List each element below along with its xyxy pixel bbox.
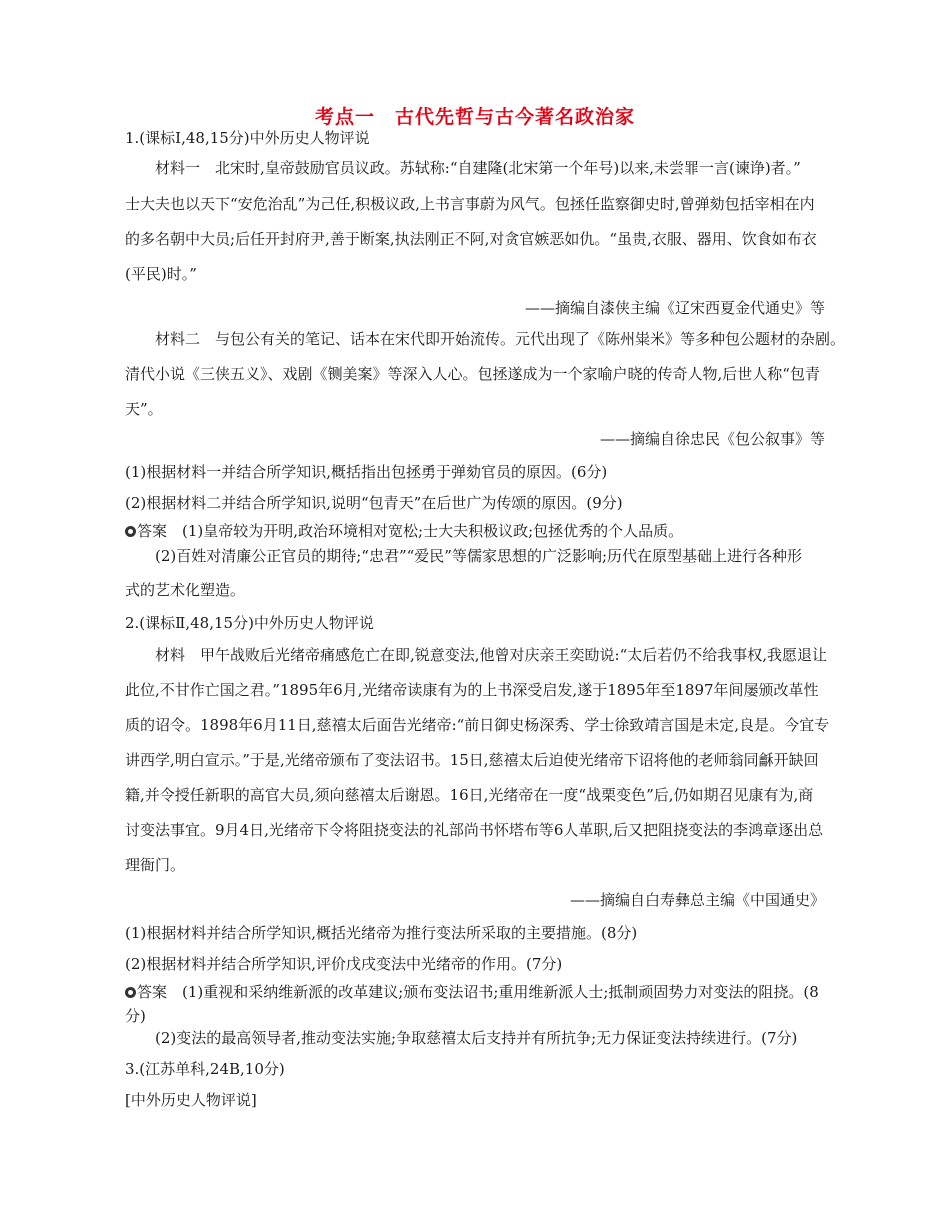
- q1-material2-line: 清代小说《三侠五义》、戏剧《铡美案》等深入人心。包拯遂成为一个家喻户晓的传奇人物,后世人称“包青: [125, 365, 820, 383]
- q2-answer-1-cont: 分): [125, 1007, 146, 1025]
- q2-material-line: 籍,并令授任新职的高官大员,须向慈禧太后谢恩。16日,光绪帝在一度“战栗变色”后,仍如期召见康有为,商: [125, 786, 814, 804]
- q2-question-2: (2)根据材料并结合所学知识,评价戊戌变法中光绪帝的作用。(7分): [125, 955, 563, 973]
- q1-answer-1-text: (1)皇帝较为开明,政治环境相对宽松;士大夫积极议政;包拯优秀的个人品质。: [167, 522, 684, 540]
- q2-material-line: 材料 甲午战败后光绪帝痛感危亡在即,锐意变法,他曾对庆亲王奕劻说:“太后若仍不给我事权,我愿退让: [155, 646, 828, 664]
- q1-material1-line: 的多名朝中大员;后任开封府尹,善于断案,执法刚正不阿,对贪官嫉恶如仇。“虽贵,衣服、器用、饮食如布衣: [125, 230, 817, 248]
- q1-question-1: (1)根据材料一并结合所学知识,概括指出包拯勇于弹劾官员的原因。(6分): [125, 463, 608, 481]
- q1-answer-2-line: (2)百姓对清廉公正官员的期待;“忠君”“爱民”等儒家思想的广泛影响;历代在原型基础上进行各种形: [155, 547, 803, 565]
- q2-answer-2: (2)变法的最高领导者,推动变法实施;争取慈禧太后支持并有所抗争;无力保证变法持续进行。(7分): [155, 1029, 798, 1047]
- q2-material-line: 此位,不甘作亡国之君。”1895年6月,光绪帝读康有为的上书深受启发,遂于1895年至1897年间屡颁改革性: [125, 681, 819, 699]
- q1-heading: 1.(课标Ⅰ,48,15分)中外历史人物评说: [125, 129, 370, 147]
- q1-material2-line: 天”。: [125, 400, 163, 418]
- q2-material-line: 质的诏令。1898年6月11日,慈禧太后面告光绪帝:“前日御史杨深秀、学士徐致靖言国是未定,良是。今宜专: [125, 716, 830, 734]
- q2-material-line: 讲西学,明白宣示。”于是,光绪帝颁布了变法诏书。15日,慈禧太后迫使光绪帝下诏将他的老师翁同龢开缺回: [125, 751, 819, 769]
- q2-answer-1-text: (1)重视和采纳维新派的改革建议;颁布变法诏书;重用维新派人士;抵制顽固势力对变法的阻挠。(8: [167, 983, 819, 1001]
- q1-material1-source: ——摘编自漆侠主编《辽宋西夏金代通史》等: [524, 299, 825, 317]
- q1-question-2: (2)根据材料二并结合所学知识,说明“包青天”在后世广为传颂的原因。(9分): [125, 494, 623, 512]
- q1-material1-line: (平民)时。”: [125, 265, 197, 283]
- q2-material-line: 理衙门。: [125, 856, 186, 874]
- q1-answer-1: [125, 521, 683, 541]
- q1-material1-line: 士大夫也以天下“安危治乱”为己任,积极议政,上书言事蔚为风气。包拯任监察御史时,曾弹劾包括宰相在内: [125, 195, 815, 213]
- q2-question-1: (1)根据材料并结合所学知识,概括光绪帝为推行变法所采取的主要措施。(8分): [125, 924, 638, 942]
- q3-heading: 3.(江苏单科,24B,10分): [125, 1060, 285, 1078]
- q3-subheading: [中外历史人物评说]: [125, 1091, 257, 1109]
- answer-label: 答案: [137, 983, 168, 1001]
- q1-material2-line: 材料二 与包公有关的笔记、话本在宋代即开始流传。元代出现了《陈州粜米》等多种包公题材的杂剧。: [155, 330, 846, 348]
- q2-material-line: 讨变法事宜。9月4日,光绪帝下令将阻挠变法的礼部尚书怀塔布等6人革职,后又把阻挠变法的李鸿章逐出总: [125, 821, 824, 839]
- q1-material2-source: ——摘编自徐忠民《包公叙事》等: [599, 430, 825, 448]
- section-title: 考点一 古代先哲与古今著名政治家: [314, 106, 635, 128]
- q2-material-source: ——摘编自白寿彝总主编《中国通史》: [569, 891, 825, 909]
- q2-heading: 2.(课标Ⅱ,48,15分)中外历史人物评说: [125, 614, 374, 632]
- answer-label: 答案: [137, 522, 168, 540]
- q1-material1-line: 材料一 北宋时,皇帝鼓励官员议政。苏轼称:“自建隆(北宋第一个年号)以来,未尝罪一言(谏诤)者。”: [155, 159, 801, 177]
- q2-answer-1: [125, 982, 819, 1002]
- answer-icon: [125, 987, 136, 998]
- answer-icon: [125, 526, 136, 537]
- q1-answer-2-line: 式的艺术化塑造。: [125, 581, 246, 599]
